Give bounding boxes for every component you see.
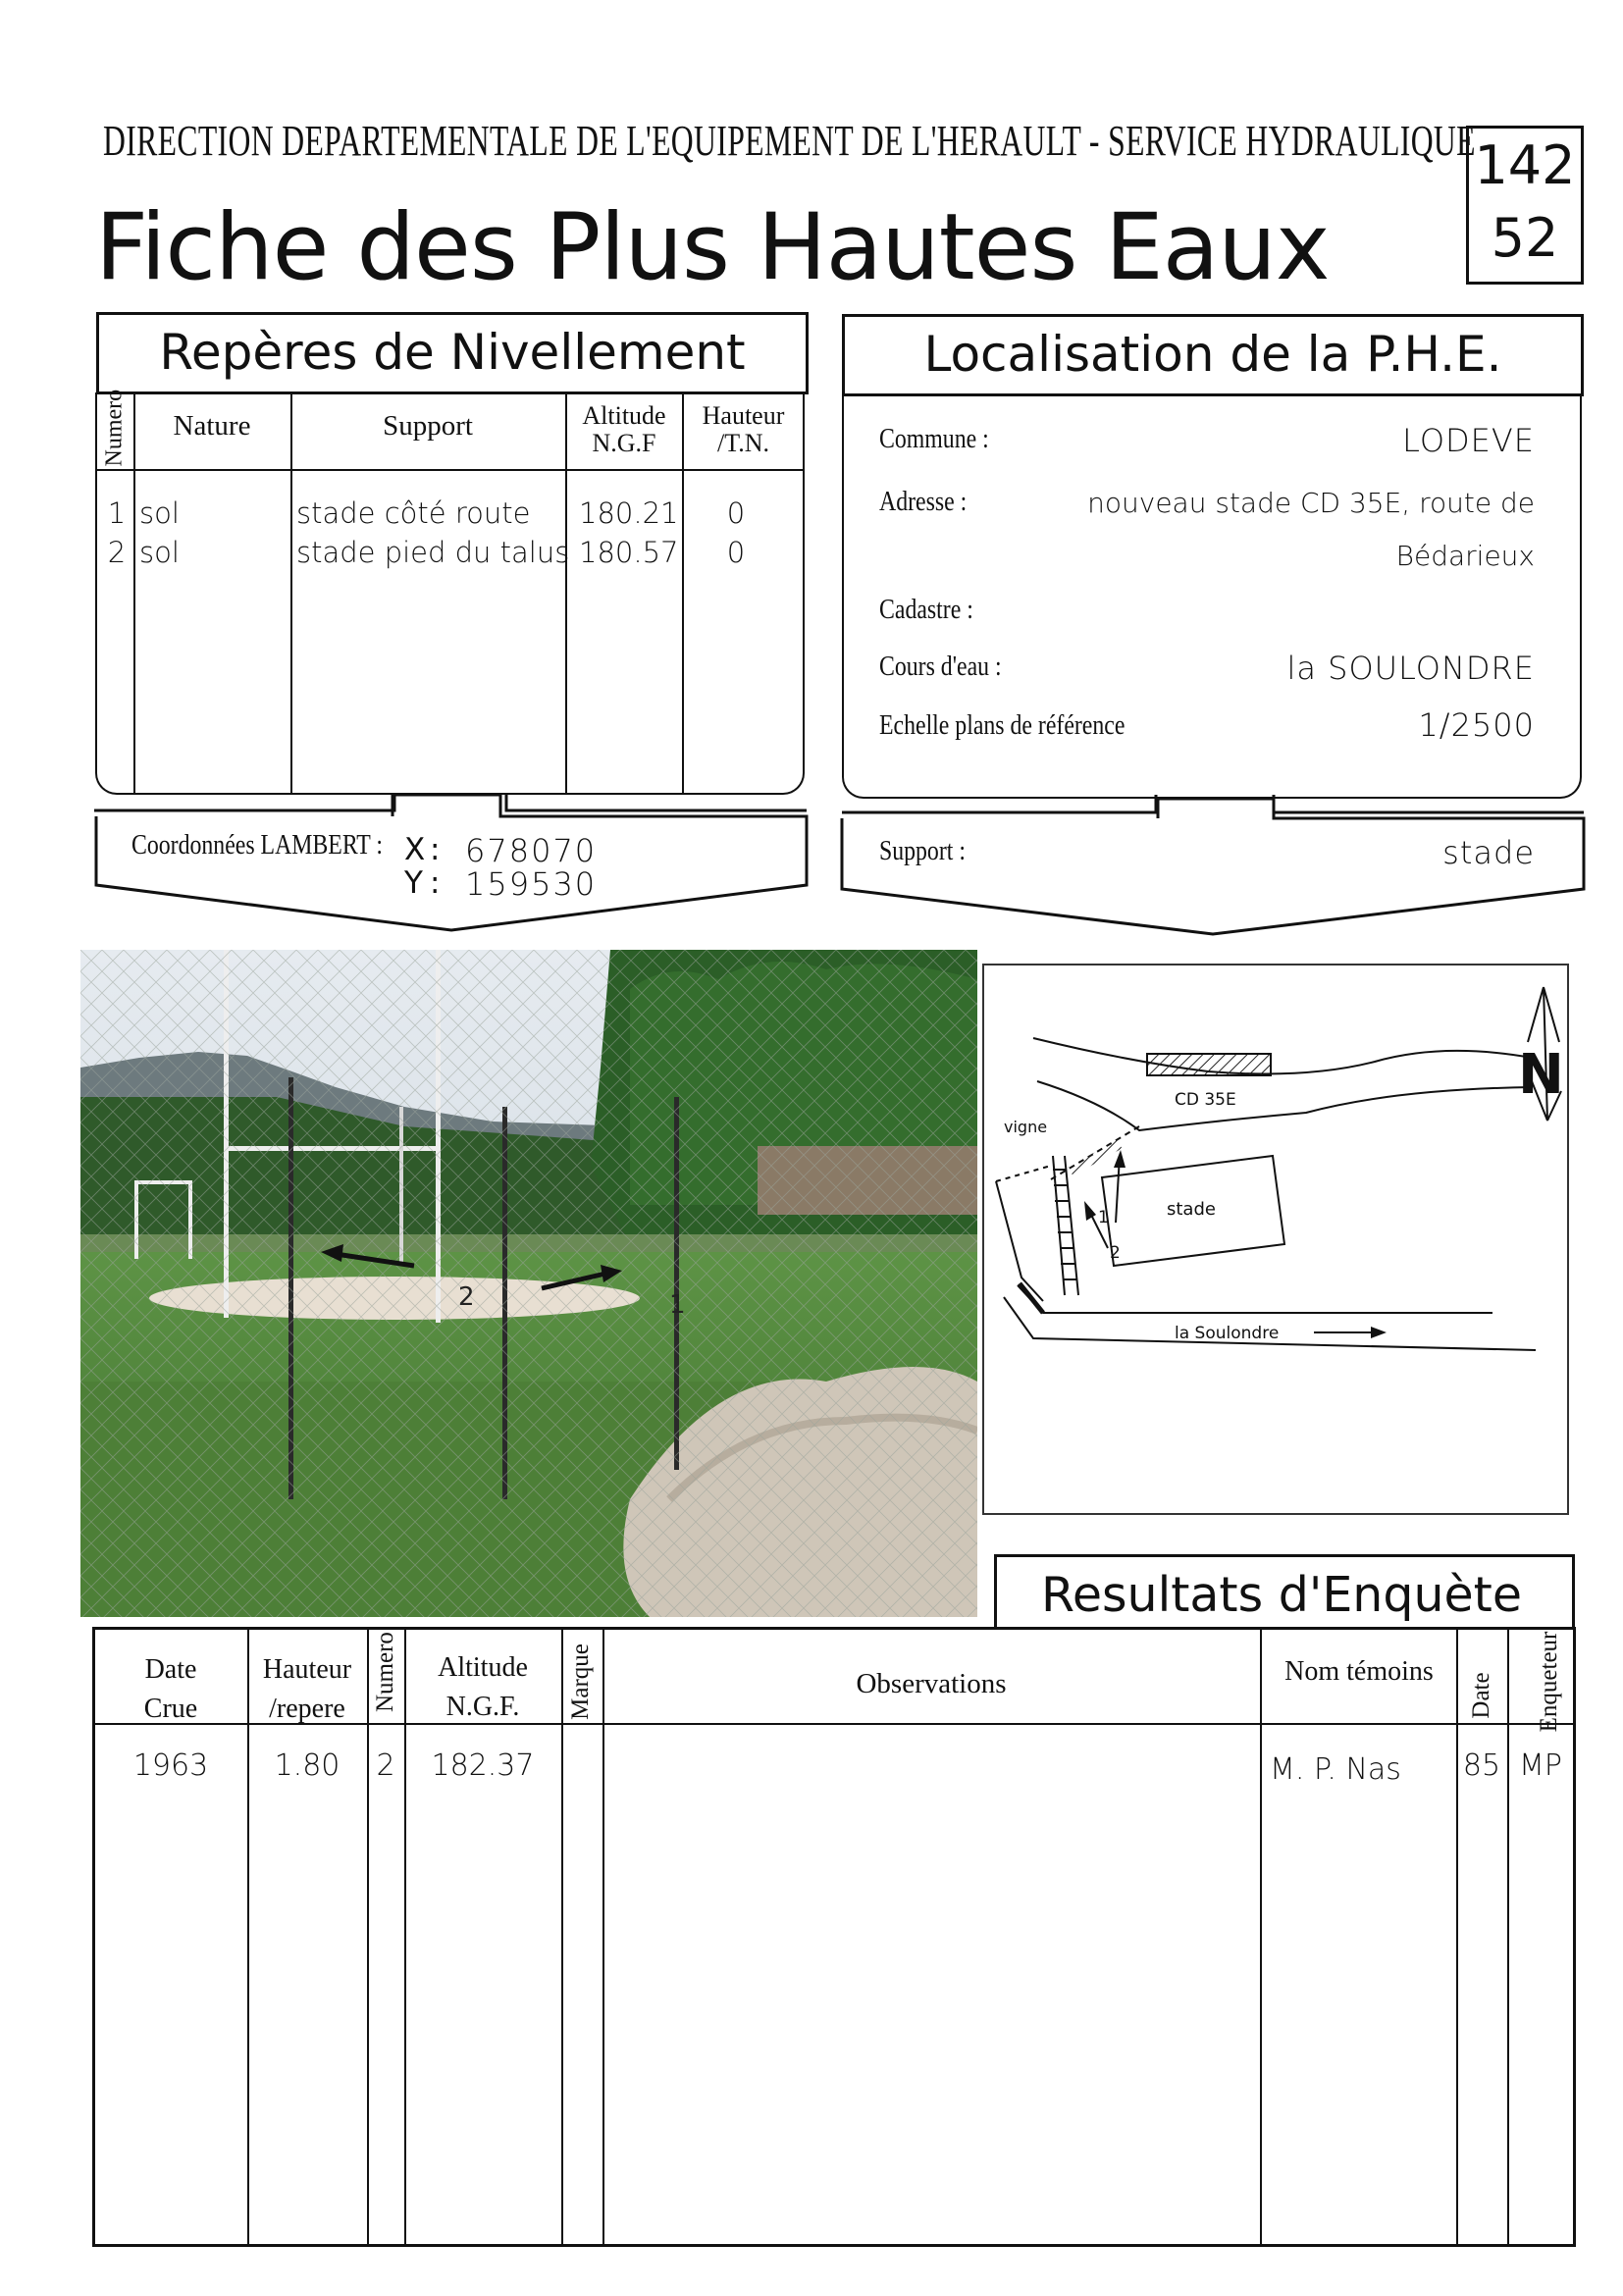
lambert-label: Coordonnées LAMBERT : [131, 830, 383, 861]
reperes-col-hauteur: Hauteur /T.N. [702, 401, 785, 457]
row-support: stade côté route [296, 496, 531, 530]
echelle-value: 1/2500 [1418, 706, 1535, 744]
page-title: Fiche des Plus Hautes Eaux [95, 194, 1330, 301]
row-hauteur: 0 [726, 496, 746, 530]
commune-value: LODEVE [1402, 422, 1535, 459]
res-altitude: 182.37 [431, 1748, 535, 1783]
row-hauteur: 0 [726, 536, 746, 569]
adresse-label: Adresse : [879, 487, 968, 517]
reference-top: 142 [1474, 134, 1576, 196]
lambert-y-label: Y [404, 865, 423, 901]
reperes-col-nature: Nature [173, 410, 251, 442]
row-support: stade pied du talus [296, 536, 570, 569]
res-col-hauteur: Hauteur /repere [262, 1654, 352, 1724]
photo-mark-1: 1 [669, 1290, 686, 1320]
plan-sketch [982, 964, 1569, 1515]
cours-value: la SOULONDRE [1286, 650, 1535, 687]
north-icon: N [1518, 1043, 1564, 1107]
adresse-line1: nouveau stade CD 35E, route de [1087, 487, 1535, 519]
reperes-col-support: Support [383, 410, 473, 442]
res-col-temoins: Nom témoins [1284, 1656, 1434, 1687]
reperes-col-numero: Numero [101, 389, 128, 467]
plan-vigne-label: vigne [1004, 1118, 1048, 1136]
res-hauteur: 1.80 [274, 1748, 340, 1783]
res-col-marque: Marque [567, 1644, 594, 1720]
row-numero: 2 [107, 536, 127, 569]
res-col-observations: Observations [856, 1668, 1007, 1699]
reperes-title-box [96, 312, 809, 394]
plan-road-label: CD 35E [1175, 1090, 1236, 1110]
reference-box [1466, 126, 1584, 285]
res-temoins: M. P. Nas [1270, 1752, 1401, 1787]
row-altitude: 180.21 [579, 496, 679, 530]
support-tabs [842, 791, 1586, 820]
lambert-y-sep: : [430, 865, 441, 901]
resultats-title: Resultats d'Enquète [1041, 1567, 1522, 1623]
localisation-title-box [842, 314, 1584, 396]
plan-marker-2: 2 [1110, 1243, 1121, 1263]
lambert-y-value: 159530 [465, 865, 598, 903]
organisation-header: DIRECTION DEPARTEMENTALE DE L'EQUIPEMENT DE L'HERAULT - SERVICE HYDRAULIQUE [103, 117, 1476, 165]
res-col-date: Date [1468, 1672, 1494, 1719]
support-label: Support : [879, 836, 966, 866]
res-enqueteur: MP [1519, 1748, 1562, 1783]
row-numero: 1 [107, 496, 127, 530]
reperes-title: Repères de Nivellement [159, 324, 746, 381]
reference-bottom: 52 [1491, 207, 1559, 269]
res-date-crue: 1963 [132, 1748, 209, 1783]
cours-label: Cours d'eau : [879, 652, 1002, 682]
res-numero: 2 [376, 1748, 395, 1783]
res-col-numero: Numero [372, 1632, 398, 1712]
row-altitude: 180.57 [579, 536, 679, 569]
plan-marker-1: 1 [1098, 1208, 1109, 1227]
localisation-title: Localisation de la P.H.E. [923, 326, 1502, 383]
lambert-x-value: 678070 [465, 832, 598, 869]
res-date: 85 [1462, 1748, 1501, 1783]
reperes-col-altitude: Altitude N.G.F [582, 401, 666, 457]
res-col-altitude: Altitude N.G.F. [438, 1652, 528, 1722]
echelle-label: Echelle plans de référence [879, 710, 1126, 741]
adresse-line2: Bédarieux [1395, 540, 1535, 572]
res-col-date-crue: Date Crue [143, 1654, 198, 1724]
lambert-tabs [94, 789, 811, 818]
site-photo [80, 950, 977, 1617]
support-value: stade [1442, 834, 1535, 871]
row-nature: sol [139, 496, 180, 530]
plan-river-label: la Soulondre [1175, 1324, 1280, 1343]
plan-stade-label: stade [1167, 1199, 1216, 1220]
cadastre-label: Cadastre : [879, 595, 973, 625]
res-col-enqueteur: Enqueteur [1536, 1631, 1562, 1733]
photo-mark-2: 2 [458, 1282, 475, 1312]
row-nature: sol [139, 536, 180, 569]
lambert-x-sep: : [430, 832, 441, 867]
resultats-title-box [994, 1554, 1575, 1629]
commune-label: Commune : [879, 424, 989, 454]
lambert-x-label: X [404, 832, 426, 867]
